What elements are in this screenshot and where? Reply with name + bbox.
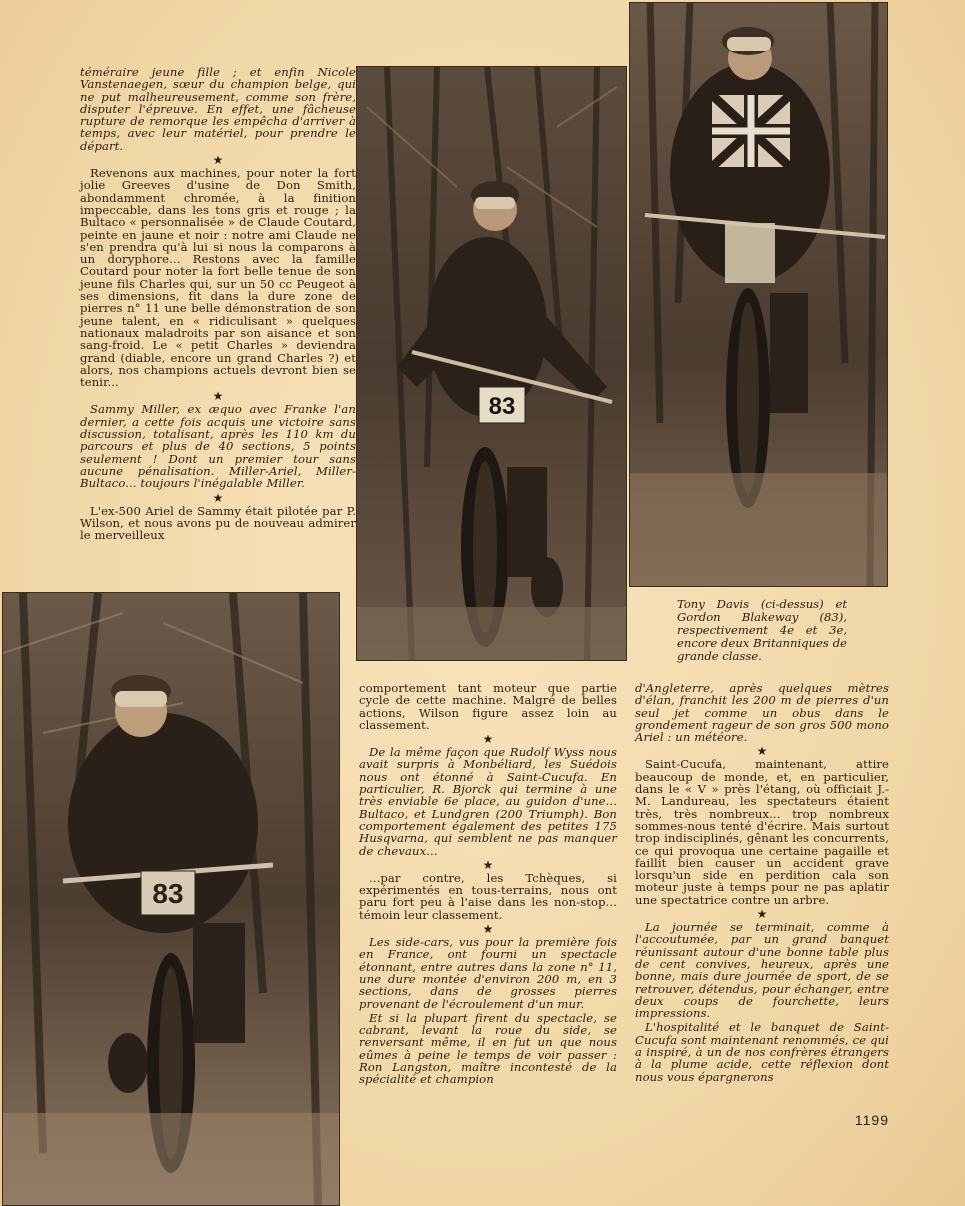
paragraph-ariel: L'ex-500 Ariel de Sammy était pilotée par P. Wilson, et nous avons pu de nouveau admirer le merveilleux <box>80 503 356 543</box>
column-left-text <box>80 66 356 543</box>
page-number: 1199 <box>854 1112 889 1128</box>
paragraph-intro: téméraire jeune fille ; et enfin Nicole Vanstenaegen, sœur du champion belge, qui ne put malheureusement, comme son frère, disputer l'épreuve. En effet, une fâcheuse rupture de remorque les empêcha d'arriver à temps, avec leur matériel, pour prendre le départ. <box>80 65 356 153</box>
paragraph-langston: Et si la plupart firent du spectacle, se cabrant, levant la roue du side, se renversant même, il en fut un que nous eûmes à peine le temps de voir passer : Ron Langston, maître incontesté de la spécialité et champion <box>359 1010 617 1087</box>
separator-star: ★ <box>212 153 224 168</box>
paragraph-spectators: Saint-Cucufa, maintenant, attire beaucoup de monde, et, en particulier, dans le « V » près l'étang, où officiait J.-M. Landureau, les spectateurs étaient très, très nombreux... trop nombreux sommes-nous tenté d'écrire. Mais surtout trop indisciplinés, gênant les concurrents, ce qui provoqua une certaine pagaille et faillit bien causer un accident grave lorsqu'un side en perdition cala son moteur juste à temps pour ne pas aplatir une spectatrice contre un arbre. <box>635 757 889 907</box>
photo-rider-83-left <box>2 592 340 1206</box>
separator-star: ★ <box>482 732 494 747</box>
paragraph-wilson: comportement tant moteur que partie cycle de cette machine. Malgré de belles actions, Wilson figure assez loin au classement. <box>359 681 617 732</box>
race-plate-number: 83 <box>152 878 184 909</box>
separator-star: ★ <box>212 490 224 505</box>
paragraph-banquet: La journée se terminait, comme à l'accoutumée, par un grand banquet réunissant autour d'une bonne table plus de cent convives, heureux, après une bonne, mais dure journée de sport, de se retrouver, détendus, pour échanger, entre deux coups de fourchette, leurs impressions. <box>635 920 889 1021</box>
paragraph-czechs: ...par contre, les Tchèques, si expérimentés en tous-terrains, nous ont paru fort peu à l'aise dans les non-stop... témoin leur classement. <box>359 870 617 922</box>
photo-rider-83-center <box>356 66 627 661</box>
paragraph-sidecars: Les side-cars, vus pour la première fois en France, ont fourni un spectacle étonnant, entre autres dans la zone n° 11, une dure montée d'environ 200 m, en 3 sections, dans de grosses pierres provenant de l'écroulement d'un mur. <box>359 935 617 1011</box>
separator-star: ★ <box>482 922 494 937</box>
paragraph-england: d'Angleterre, après quelques mètres d'élan, franchit les 200 m de pierres d'un seul jet comme un obus dans le grondement rageur de son gros 500 mono Ariel : un météore. <box>635 681 889 745</box>
separator-star: ★ <box>756 907 768 922</box>
separator-star: ★ <box>756 744 768 759</box>
paragraph-miller: Sammy Miller, ex æquo avec Franke l'an dernier, a cette fois acquis une victoire sans discussion, totalisant, après les 110 km du parcours et plus de 40 sections, 5 points seulement ! Dont un premier tour sans aucune pénalisation. Miller-Ariel, Miller-Bultaco... toujours l'inégalable Miller. <box>80 402 356 491</box>
column-right-text <box>635 682 889 1085</box>
paragraph-swedes: De la même façon que Rudolf Wyss nous avait surpris à Monbéliard, les Suédois nous ont étonné à Saint-Cucufa. En particulier, R. Bjorck qui termine à une très enviable 6e place, au guidon d'une... Bultaco, et Lundgren (200 Triumph). Bon comportement également des petites 175 Husqvarna, qui semblent ne pas manquer de chevaux... <box>359 745 617 858</box>
separator-star: ★ <box>212 389 224 404</box>
separator-star: ★ <box>482 857 494 872</box>
paragraph-hospitality: L'hospitalité et le banquet de Saint-Cucufa sont maintenant renommés, ce qui a inspiré, à un de nos confrères étrangers à la plume acide, cette réflexion dont nous vous épargnerons <box>635 1020 889 1084</box>
photo-tony-davis <box>629 2 888 587</box>
race-plate-number: 83 <box>488 393 516 420</box>
paragraph-machines: Revenons aux machines, pour noter la fort jolie Greeves d'usine de Don Smith, abondamment chromée, à la finition impeccable, dans les tons gris et rouge ; la Bultaco « personnalisée » de Claude Coutard, peinte en jaune et noir : notre ami Claude ne s'en prendra qu'à lui si nous la comparons à un doryphore... Restons avec la famille Coutard pour noter la fort belle tenue de son jeune fils Charles qui, sur un 50 cc Peugeot à ses dimensions, fit dans la dure zone de pierres n° 11 une belle démonstration de son jeune talent, en « ridiculisant » quelques nationaux maladroits par son aisance et son sang-froid. Le « petit Charles » deviendra grand (diable, encore un grand Charles ?) et alors, nos champions actuels devront bien se tenir... <box>80 166 356 390</box>
column-middle-text <box>359 682 617 1088</box>
photo-caption: Tony Davis (ci-dessus) et Gordon Blakeway (83), respectivement 4e et 3e, encore deux Britanniques de grande classe. <box>677 597 847 663</box>
